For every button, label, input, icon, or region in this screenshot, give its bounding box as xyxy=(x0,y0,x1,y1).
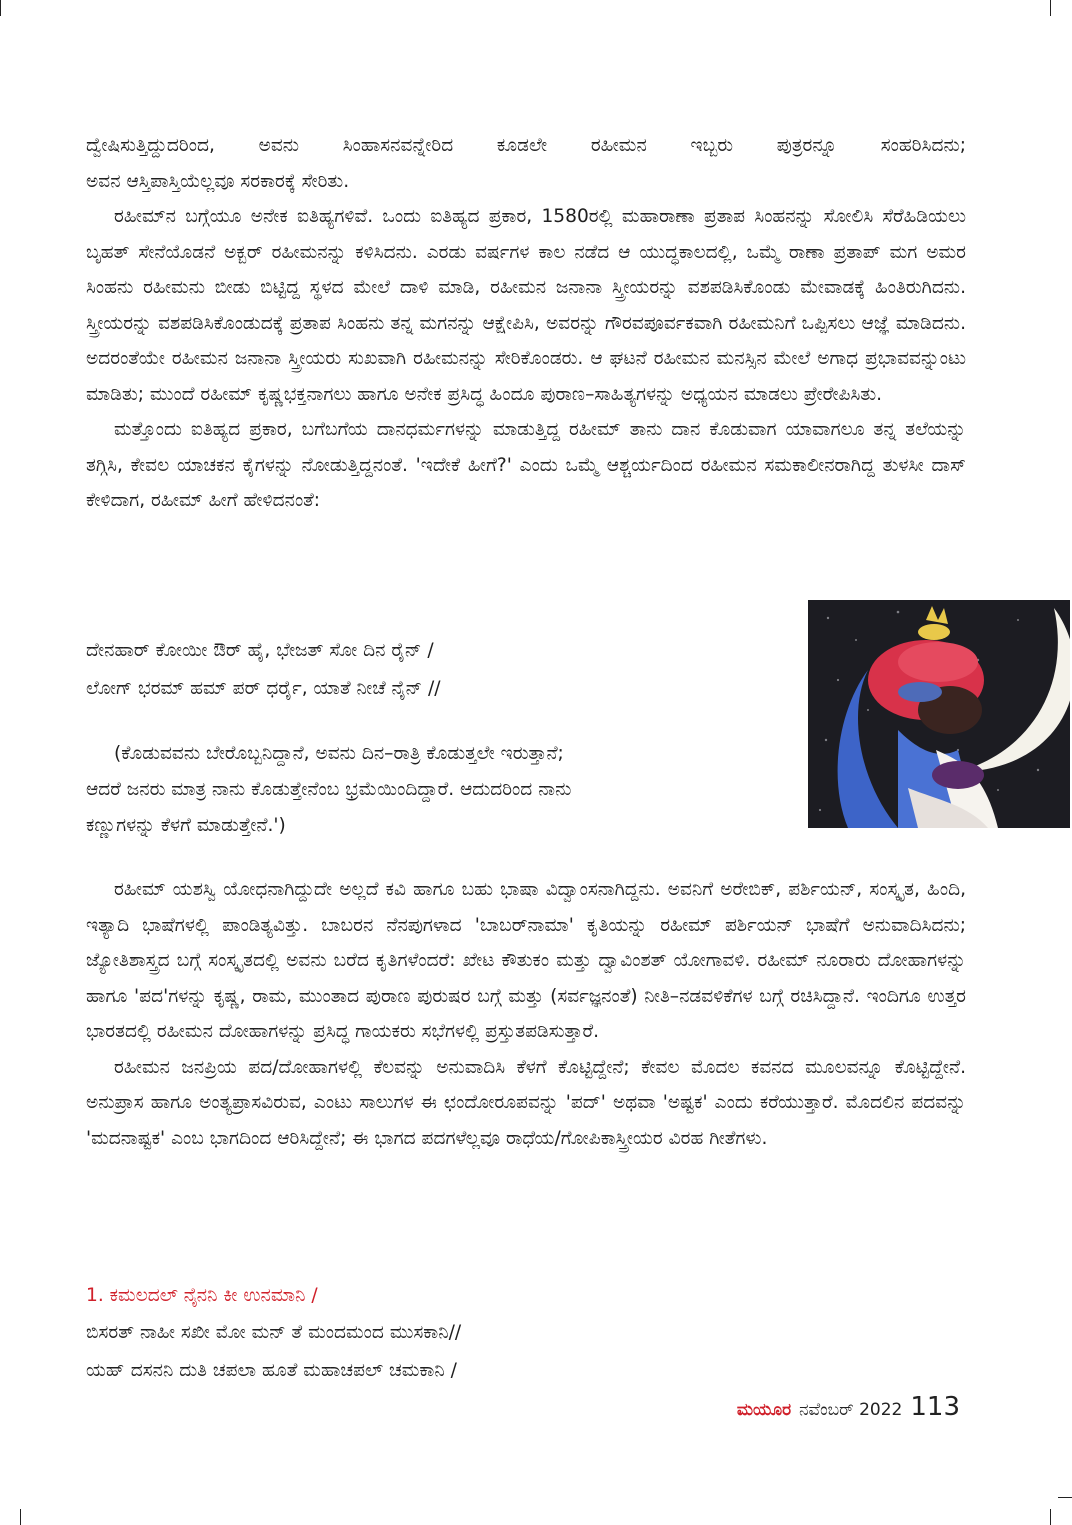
paragraph-5: ರಹೀಮನ ಜನಪ್ರಿಯ ಪದ/ದೋಹಾಗಳಲ್ಲಿ ಕೆಲವನ್ನು ಅನುವಾದಿಸಿ ಕೆಳಗೆ ಕೊಟ್ಟಿದ್ದೇನೆ; ಕೇವಲ ಮೊದಲ ಕವನದ ಮೂಲವನ್ನೂ ಕೊಟ್ಟಿದ್ದೇನೆ. ಅನುಪ್ರಾಸ ಹಾಗೂ ಅಂತ್ಯಪ್ರಾಸವಿರುವ, ಎಂಟು ಸಾಲುಗಳ ಈ ಛಂದೋರೂಪವನ್ನು 'ಪದ್' ಅಥವಾ 'ಅಷ್ಟಕ' ಎಂದು ಕರೆಯುತ್ತಾರೆ. ಮೊದಲಿನ ಪದವನ್ನು 'ಮದನಾಷ್ಟಕ' ಎಂಬ ಭಾಗದಿಂದ ಆರಿಸಿದ್ದೇನೆ; ಈ ಭಾಗದ ಪದಗಳೆಲ್ಲವೂ ರಾಧೆಯ/ಗೋಪಿಕಾಸ್ತ್ರೀಯರ ವಿರಹ ಗೀತೆಗಳು. xyxy=(86,1056,966,1149)
paragraph-1-line-1: ದ್ವೇಷಿಸುತ್ತಿದ್ದುದರಿಂದ, ಅವನು ಸಿಂಹಾಸನವನ್ನೇರಿದ ಕೂಡಲೇ ರಹೀಮನ ಇಬ್ಬರು ಪುತ್ರರನ್ನೂ ಸಂಹರಿಸಿದನು; xyxy=(86,135,966,156)
page-footer xyxy=(737,1392,960,1422)
paragraph-2: ರಹೀಮ್‌ನ ಬಗ್ಗೆಯೂ ಅನೇಕ ಐತಿಹ್ಯಗಳಿವೆ. ಒಂದು ಐತಿಹ್ಯದ ಪ್ರಕಾರ, 1580ರಲ್ಲಿ ಮಹಾರಾಣಾ ಪ್ರತಾಪ ಸಿಂಹನನ್ನು ಸೋಲಿಸಿ ಸೆರೆಹಿಡಿಯಲು ಬೃಹತ್ ಸೇನೆಯೊಡನೆ ಅಕ್ಬರ್ ರಹೀಮನನ್ನು ಕಳಿಸಿದನು. ಎರಡು ವರ್ಷಗಳ ಕಾಲ ನಡೆದ ಆ ಯುದ್ಧಕಾಲದಲ್ಲಿ, ಒಮ್ಮೆ ರಾಣಾ ಪ್ರತಾಪ್ ಮಗ ಅಮರ ಸಿಂಹನು ರಹೀಮನು ಬೀಡು ಬಿಟ್ಟಿದ್ದ ಸ್ಥಳದ ಮೇಲೆ ದಾಳಿ ಮಾಡಿ, ರಹೀಮನ ಜನಾನಾ ಸ್ತ್ರೀಯರನ್ನು ವಶಪಡಿಸಿಕೊಂಡು ಮೇವಾಡಕ್ಕೆ ಹಿಂತಿರುಗಿದನು. ಸ್ತ್ರೀಯರನ್ನು ವಶಪಡಿಸಿಕೊಂಡುದಕ್ಕೆ ಪ್ರತಾಪ ಸಿಂಹನು ತನ್ನ ಮಗನನ್ನು ಆಕ್ಷೇಪಿಸಿ, ಅವರನ್ನು ಗೌರವಪೂರ್ವಕವಾಗಿ ರಹೀಮನಿಗೆ ಒಪ್ಪಿಸಲು ಆಜ್ಞೆ ಮಾಡಿದನು. ಅದರಂತೆಯೇ ರಹೀಮನ ಜನಾನಾ ಸ್ತ್ರೀಯರು ಸುಖವಾಗಿ ರಹೀಮನನ್ನು ಸೇರಿಕೊಂಡರು. ಆ ಘಟನೆ ರಹೀಮನ ಮನಸ್ಸಿನ ಮೇಲೆ ಅಗಾಧ ಪ್ರಭಾವವನ್ನುಂಟು ಮಾಡಿತು; ಮುಂದೆ ರಹೀಮ್ ಕೃಷ್ಣಭಕ್ತನಾಗಲು ಹಾಗೂ ಅನೇಕ ಪ್ರಸಿದ್ಧ ಹಿಂದೂ ಪುರಾಣ–ಸಾಹಿತ್ಯಗಳನ್ನು ಅಧ್ಯಯನ ಮಾಡಲು ಪ್ರೇರೇಪಿಸಿತು. xyxy=(86,206,966,405)
poem-title: 1. ಕಮಲದಲ್ ನೈನನಿ ಕೀ ಉನಮಾನಿ / xyxy=(86,1285,318,1306)
paragraph-4: ರಹೀಮ್ ಯಶಸ್ವಿ ಯೋಧನಾಗಿದ್ದುದೇ ಅಲ್ಲದೆ ಕವಿ ಹಾಗೂ ಬಹು ಭಾಷಾ ವಿದ್ವಾಂಸನಾಗಿದ್ದನು. ಅವನಿಗೆ ಅರೇಬಿಕ್, ಪರ್ಶಿಯನ್, ಸಂಸ್ಕೃತ, ಹಿಂದಿ, ಇತ್ಯಾದಿ ಭಾಷೆಗಳಲ್ಲಿ ಪಾಂಡಿತ್ಯವಿತ್ತು. ಬಾಬರನ ನೆನಪುಗಳಾದ 'ಬಾಬರ್‌ನಾಮಾ' ಕೃತಿಯನ್ನು ರಹೀಮ್ ಪರ್ಶಿಯನ್ ಭಾಷೆಗೆ ಅನುವಾದಿಸಿದನು; ಜ್ಯೋತಿಶಾಸ್ತ್ರದ ಬಗ್ಗೆ ಸಂಸ್ಕೃತದಲ್ಲಿ ಅವನು ಬರೆದ ಕೃತಿಗಳೆಂದರೆ: ಖೇಟ ಕೌತುಕಂ ಮತ್ತು ದ್ವಾವಿಂಶತ್ ಯೋಗಾವಳಿ. ರಹೀಮ್ ನೂರಾರು ದೋಹಾಗಳನ್ನು ಹಾಗೂ 'ಪದ'ಗಳನ್ನು ಕೃಷ್ಣ, ರಾಮ, ಮುಂತಾದ ಪುರಾಣ ಪುರುಷರ ಬಗ್ಗೆ ಮತ್ತು (ಸರ್ವಜ್ಞನಂತೆ) ನೀತಿ–ನಡವಳಿಕೆಗಳ ಬಗ್ಗೆ ರಚಿಸಿದ್ದಾನೆ. ಇಂದಿಗೂ ಉತ್ತರ ಭಾರತದಲ್ಲಿ ರಹೀಮನ ದೋಹಾಗಳನ್ನು ಪ್ರಸಿದ್ಧ ಗಾಯಕರು ಸಭೆಗಳಲ್ಲಿ ಪ್ರಸ್ತುತಪಡಿಸುತ್ತಾರೆ. xyxy=(86,879,966,1042)
poem-block xyxy=(86,1278,786,1390)
verse-line-2: ಲೋಗ್ ಭರಮ್ ಹಮ್ ಪರ್ ಧರ್ರೈ, ಯಾತೆ ನೀಚೆ ನೈನ್ // xyxy=(86,678,441,699)
crop-mark-right-bottom xyxy=(1058,1497,1072,1498)
article-page xyxy=(86,128,966,1381)
translation-line-3: ಕಣ್ಣುಗಳನ್ನು ಕೆಳಗೆ ಮಾಡುತ್ತೇನೆ.') xyxy=(86,815,286,836)
page-number: 113 xyxy=(910,1392,960,1422)
crop-mark-top-right xyxy=(1050,0,1051,16)
lower-text xyxy=(86,872,966,1156)
rahim-moon-illustration xyxy=(808,600,1070,828)
verse-block xyxy=(86,632,786,708)
translation-line-2: ಆದರೆ ಜನರು ಮಾತ್ರ ನಾನು ಕೊಡುತ್ತೇನೆಂಬ ಭ್ರಮೆಯಿಂದಿದ್ದಾರೆ. ಆದುದರಿಂದ ನಾನು xyxy=(86,779,572,800)
poem-line-2: ಯಹ್ ದಸನನಿ ದುತಿ ಚಪಲಾ ಹೂತೆ ಮಹಾಚಪಲ್ ಚಮಕಾನಿ / xyxy=(86,1360,457,1381)
verse-translation xyxy=(86,736,776,844)
crop-mark-bottom-right xyxy=(1050,1509,1051,1525)
paragraph-1 xyxy=(86,128,966,199)
issue-date: ನವೆಂಬರ್ 2022 xyxy=(799,1400,903,1420)
paragraph-1-line-2: ಅವನ ಆಸ್ತಿಪಾಸ್ತಿಯೆಲ್ಲವೂ ಸರಕಾರಕ್ಕೆ ಸೇರಿತು. xyxy=(86,170,350,192)
crop-mark-bottom-left xyxy=(20,1509,21,1525)
verse-line-1: ದೇನಹಾರ್ ಕೋಯೀ ಔರ್ ಹೈ, ಭೇಜತ್ ಸೋ ದಿನ ರೈನ್ / xyxy=(86,640,434,661)
paragraph-3: ಮತ್ತೊಂದು ಐತಿಹ್ಯದ ಪ್ರಕಾರ, ಬಗೆಬಗೆಯ ದಾನಧರ್ಮಗಳನ್ನು ಮಾಡುತ್ತಿದ್ದ ರಹೀಮ್ ತಾನು ದಾನ ಕೊಡುವಾಗ ಯಾವಾಗಲೂ ತನ್ನ ತಲೆಯನ್ನು ತಗ್ಗಿಸಿ, ಕೇವಲ ಯಾಚಕನ ಕೈಗಳನ್ನು ನೋಡುತ್ತಿದ್ದನಂತೆ. 'ಇದೇಕೆ ಹೀಗೆ?' ಎಂದು ಒಮ್ಮೆ ಆಶ್ಚರ್ಯದಿಂದ ರಹೀಮನ ಸಮಕಾಲೀನರಾಗಿದ್ದ ತುಳಸೀ ದಾಸ್ ಕೇಳಿದಾಗ, ರಹೀಮ್ ಹೀಗೆ ಹೇಳಿದನಂತೆ: xyxy=(86,419,966,511)
translation-line-1: (ಕೊಡುವವನು ಬೇರೊಬ್ಬನಿದ್ದಾನೆ, ಅವನು ದಿನ–ರಾತ್ರಿ ಕೊಡುತ್ತಲೇ ಇರುತ್ತಾನೆ; xyxy=(114,743,564,764)
magazine-name: ಮಯೂರ xyxy=(736,1400,792,1420)
poem-line-1: ಬಿಸರತ್ ನಾಹೀ ಸಖೀ ಮೋ ಮನ್ ತೆ ಮಂದಮಂದ ಮುಸಕಾನಿ// xyxy=(86,1322,462,1343)
crop-mark-top-left xyxy=(0,0,1,16)
